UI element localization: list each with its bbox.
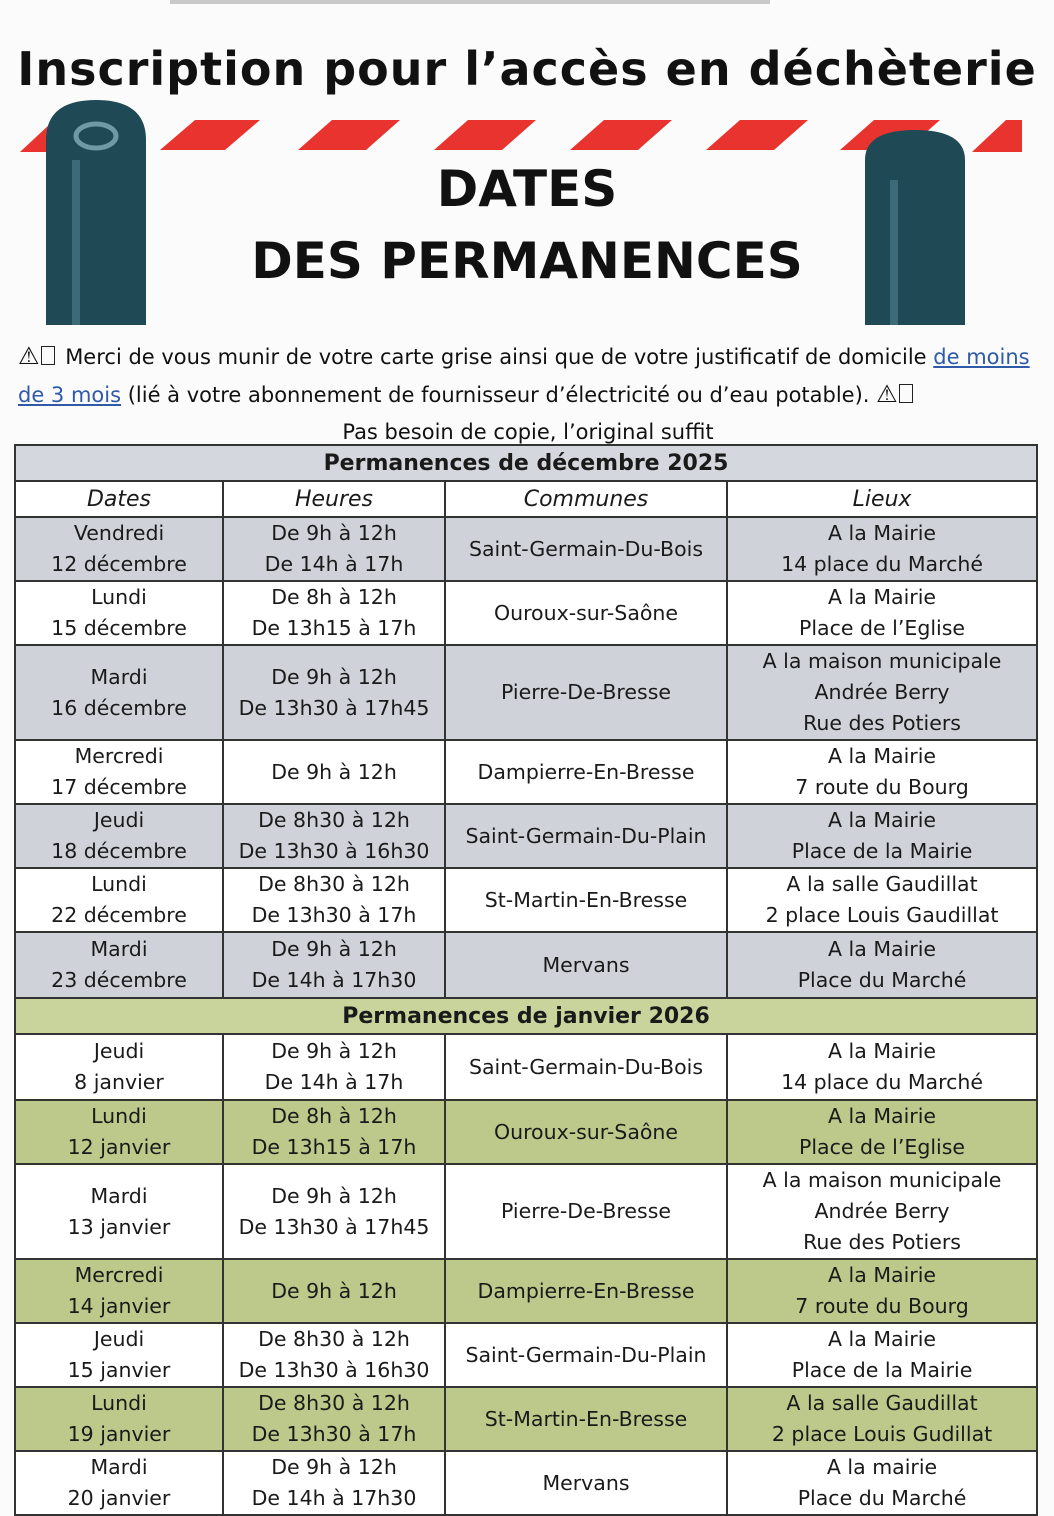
hours-line: De 9h à 12h: [271, 1455, 397, 1479]
place-line: A la Mairie: [828, 808, 937, 832]
warning-icon: ⚠: [18, 342, 40, 370]
hours-line: De 8h30 à 12h: [258, 872, 410, 896]
date-line: Vendredi: [73, 521, 165, 545]
hours-line: De 13h30 à 17h: [251, 1422, 417, 1446]
hours-line: De 8h30 à 12h: [258, 808, 410, 832]
commune-cell: St-Martin-En-Bresse: [445, 868, 727, 932]
hours-cell: [223, 517, 445, 581]
heading-dates: DATES: [436, 160, 618, 218]
date-cell: [15, 1387, 223, 1451]
commune-cell: Dampierre-En-Bresse: [445, 740, 727, 804]
hours-cell: [223, 740, 445, 804]
hours-line: De 14h à 17h: [264, 1070, 404, 1094]
commune-cell: Saint-Germain-Du-Plain: [445, 804, 727, 868]
date-line: Mercredi: [74, 1263, 164, 1287]
hours-line: De 9h à 12h: [271, 937, 397, 961]
date-line: Jeudi: [93, 1327, 145, 1351]
date-cell: [15, 517, 223, 581]
hours-line: De 14h à 17h: [264, 552, 404, 576]
date-line: Mercredi: [74, 744, 164, 768]
date-line: 14 janvier: [67, 1294, 171, 1318]
place-line: A la maison municipale: [762, 1168, 1002, 1192]
table-row: [15, 868, 1037, 932]
hours-line: De 9h à 12h: [271, 664, 397, 689]
commune-cell: Mervans: [445, 1451, 727, 1515]
january-section-header: [15, 998, 1037, 1034]
place-line: Andrée Berry: [814, 1199, 950, 1223]
column-header-lieux: Lieux: [727, 481, 1037, 517]
date-cell: [15, 932, 223, 998]
place-line: Place de l’Eglise: [799, 1135, 966, 1159]
place-line: Place de la Mairie: [791, 1358, 973, 1382]
place-cell: [727, 581, 1037, 645]
date-line: Mardi: [90, 664, 148, 689]
date-line: 8 janvier: [74, 1070, 164, 1094]
hours-cell: [223, 932, 445, 998]
column-header-row: [15, 481, 1037, 517]
table-row: [15, 581, 1037, 645]
place-line: Place du Marché: [797, 968, 967, 992]
date-line: Mardi: [90, 1183, 148, 1208]
table-row: [15, 932, 1037, 998]
hours-line: De 8h à 12h: [271, 1104, 397, 1128]
hours-line: De 13h30 à 17h: [251, 903, 417, 927]
date-cell: [15, 1259, 223, 1323]
hours-line: De 13h30 à 16h30: [238, 839, 430, 863]
commune-cell: Ouroux-sur-Saône: [445, 1100, 727, 1164]
date-cell: [15, 868, 223, 932]
hours-line: De 13h30 à 17h45: [238, 695, 430, 720]
hours-line: De 8h à 12h: [271, 585, 397, 609]
place-line: Place de la Mairie: [791, 839, 973, 863]
page-title: Inscription pour l’accès en déchèterie: [17, 42, 1037, 96]
date-line: 18 décembre: [51, 839, 187, 863]
hours-line: De 14h à 17h30: [251, 968, 417, 992]
place-line: A la Mairie: [828, 744, 937, 768]
commune-cell: Saint-Germain-Du-Bois: [445, 1034, 727, 1100]
table-row: [15, 740, 1037, 804]
place-line: Andrée Berry: [814, 680, 950, 704]
place-line: A la Mairie: [828, 1039, 937, 1063]
hours-line: De 8h30 à 12h: [258, 1391, 410, 1415]
top-edge-line: [170, 0, 770, 4]
column-header-dates: Dates: [15, 481, 223, 517]
date-cell: [15, 645, 223, 740]
table-row: [15, 517, 1037, 581]
place-line: A la salle Gaudillat: [786, 872, 978, 896]
place-cell: [727, 1100, 1037, 1164]
place-line: Place du Marché: [797, 1486, 967, 1510]
missing-glyph-box-icon: [41, 346, 55, 365]
hours-cell: [223, 645, 445, 740]
place-line: 7 route du Bourg: [795, 775, 969, 799]
table-row: [15, 1259, 1037, 1323]
place-cell: [727, 1259, 1037, 1323]
date-line: Lundi: [91, 1104, 147, 1128]
table-row: [15, 1451, 1037, 1515]
date-line: Lundi: [91, 585, 147, 609]
date-cell: [15, 1100, 223, 1164]
hours-line: De 9h à 12h: [271, 1039, 397, 1063]
table-row: [15, 645, 1037, 740]
place-line: A la Mairie: [828, 1263, 937, 1287]
date-cell: [15, 1164, 223, 1259]
place-cell: [727, 932, 1037, 998]
place-cell: [727, 804, 1037, 868]
place-cell: [727, 517, 1037, 581]
commune-cell: Mervans: [445, 932, 727, 998]
commune-cell: St-Martin-En-Bresse: [445, 1387, 727, 1451]
hours-line: De 13h30 à 16h30: [238, 1358, 430, 1382]
date-line: 17 décembre: [51, 775, 187, 799]
place-cell: [727, 1323, 1037, 1387]
date-line: 15 décembre: [51, 616, 187, 640]
heading-permanences: DES PERMANENCES: [251, 232, 803, 290]
date-line: Mardi: [90, 1455, 148, 1479]
place-cell: [727, 868, 1037, 932]
barrier-illustration: [0, 100, 1054, 340]
place-line: A la Mairie: [828, 1104, 937, 1128]
place-line: 2 place Louis Gaudillat: [765, 903, 999, 927]
notice-text-start: Merci de vous munir de votre carte grise ainsi que de votre justificatif de domicile: [58, 345, 934, 369]
december-section-title: Permanences de décembre 2025: [15, 445, 1037, 481]
december-section-header: [15, 445, 1037, 481]
hours-line: De 9h à 12h: [271, 1278, 397, 1303]
place-cell: [727, 1451, 1037, 1515]
table-row: [15, 1387, 1037, 1451]
hours-cell: [223, 804, 445, 868]
date-line: 19 janvier: [67, 1422, 171, 1446]
table-row: [15, 1100, 1037, 1164]
place-line: A la salle Gaudillat: [786, 1391, 978, 1415]
date-cell: [15, 740, 223, 804]
hours-cell: [223, 1164, 445, 1259]
date-cell: [15, 1034, 223, 1100]
place-line: Place de l’Eglise: [799, 616, 966, 640]
commune-cell: Saint-Germain-Du-Bois: [445, 517, 727, 581]
date-line: Jeudi: [93, 1039, 145, 1063]
place-line: A la Mairie: [828, 1327, 937, 1351]
date-line: Lundi: [91, 872, 147, 896]
place-line: 14 place du Marché: [781, 1070, 983, 1094]
place-cell: [727, 1164, 1037, 1259]
place-cell: [727, 740, 1037, 804]
hours-line: De 9h à 12h: [271, 1183, 397, 1208]
date-line: 13 janvier: [67, 1214, 171, 1239]
place-line: A la Mairie: [828, 521, 937, 545]
hours-cell: [223, 1323, 445, 1387]
date-cell: [15, 1451, 223, 1515]
table-row: [15, 1034, 1037, 1100]
date-line: 22 décembre: [51, 903, 187, 927]
date-cell: [15, 1323, 223, 1387]
hours-cell: [223, 581, 445, 645]
place-cell: [727, 645, 1037, 740]
hours-cell: [223, 1259, 445, 1323]
place-line: A la Mairie: [828, 585, 937, 609]
commune-cell: Saint-Germain-Du-Plain: [445, 1323, 727, 1387]
date-line: Jeudi: [93, 808, 145, 832]
notice-original-note: Pas besoin de copie, l’original suffit: [342, 420, 714, 444]
place-line: A la Mairie: [828, 937, 937, 961]
hours-line: De 9h à 12h: [271, 521, 397, 545]
hours-cell: [223, 1387, 445, 1451]
table-row: [15, 1164, 1037, 1259]
hours-line: De 14h à 17h30: [251, 1486, 417, 1510]
date-line: 20 janvier: [67, 1486, 171, 1510]
column-header-heures: Heures: [223, 481, 445, 517]
hours-cell: [223, 1034, 445, 1100]
notice-text-end: (lié à votre abonnement de fournisseur d’électricité ou d’eau potable).: [121, 383, 877, 407]
date-line: 12 janvier: [67, 1135, 171, 1159]
place-line: Rue des Potiers: [803, 1230, 961, 1254]
hours-line: De 8h30 à 12h: [258, 1327, 410, 1351]
commune-cell: Dampierre-En-Bresse: [445, 1259, 727, 1323]
hours-cell: [223, 1451, 445, 1515]
table-row: [15, 1323, 1037, 1387]
schedule-table: [14, 444, 1038, 1516]
date-line: Lundi: [91, 1391, 147, 1415]
date-line: 16 décembre: [51, 695, 187, 720]
notice-link-three-months[interactable]: de moins de 3 mois: [18, 345, 1030, 407]
date-cell: [15, 581, 223, 645]
hours-line: De 9h à 12h: [271, 759, 397, 784]
commune-cell: Pierre-De-Bresse: [445, 1164, 727, 1259]
place-line: 7 route du Bourg: [795, 1294, 969, 1318]
table-row: [15, 804, 1037, 868]
hours-line: De 13h15 à 17h: [251, 616, 417, 640]
date-line: 12 décembre: [51, 552, 187, 576]
date-line: Mardi: [90, 937, 148, 961]
commune-cell: Ouroux-sur-Saône: [445, 581, 727, 645]
place-cell: [727, 1387, 1037, 1451]
missing-glyph-box-icon-end: [899, 384, 913, 403]
column-header-communes: Communes: [445, 481, 727, 517]
hours-cell: [223, 868, 445, 932]
date-line: 15 janvier: [67, 1358, 171, 1382]
place-cell: [727, 1034, 1037, 1100]
commune-cell: Pierre-De-Bresse: [445, 645, 727, 740]
january-section-title: Permanences de janvier 2026: [15, 998, 1037, 1034]
place-line: A la maison municipale: [762, 649, 1002, 673]
hours-line: De 13h30 à 17h45: [238, 1214, 430, 1239]
hours-line: De 13h15 à 17h: [251, 1135, 417, 1159]
place-line: A la mairie: [826, 1455, 938, 1479]
hours-cell: [223, 1100, 445, 1164]
date-cell: [15, 804, 223, 868]
date-line: 23 décembre: [51, 968, 187, 992]
warning-icon-end: ⚠: [876, 380, 898, 408]
place-line: Rue des Potiers: [803, 711, 961, 735]
place-line: 14 place du Marché: [781, 552, 983, 576]
document-notice: [18, 338, 1038, 451]
place-line: 2 place Louis Gudillat: [771, 1422, 993, 1446]
